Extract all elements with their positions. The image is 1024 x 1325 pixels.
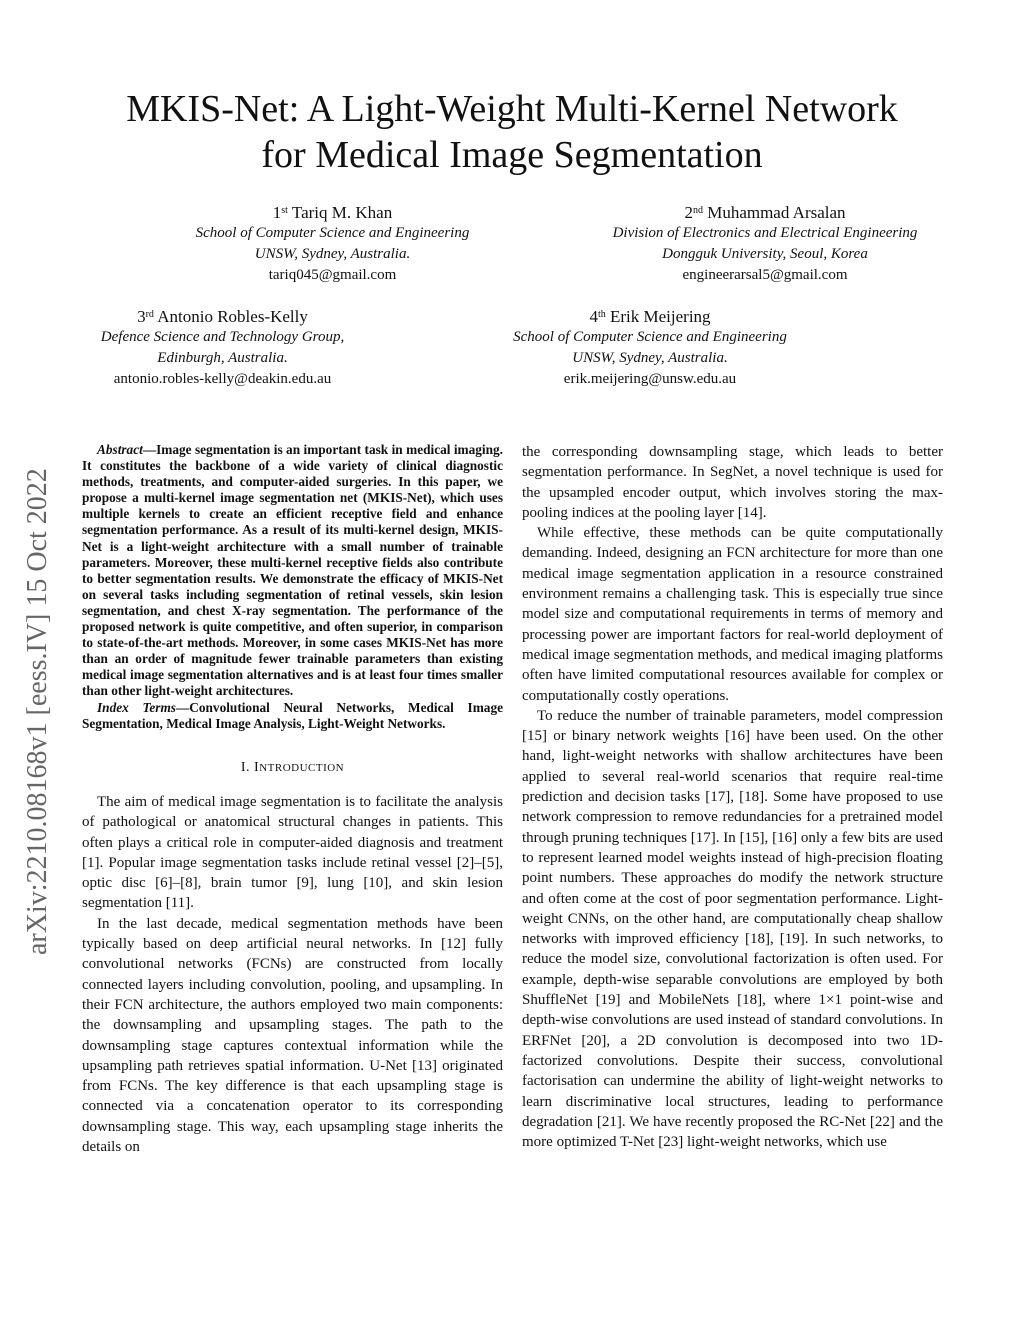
author-block-2 bbox=[565, 202, 965, 286]
author-email: tariq045@gmail.com bbox=[268, 267, 397, 283]
author-block-4 bbox=[470, 306, 830, 390]
author-email: erik.meijering@unsw.edu.au bbox=[563, 371, 737, 387]
index-terms: Index Terms—Convolutional Neural Networks, Medical Image Segmentation, Medical Image Analysis, Light-Weight Networks. bbox=[82, 699, 504, 731]
paper-title bbox=[40, 86, 984, 178]
author-name: 4th Erik Meijering bbox=[589, 307, 711, 326]
author-affiliation: School of Computer Science and Engineering bbox=[195, 225, 470, 241]
intro-paragraph-2: In the last decade, medical segmentation methods have been typically based on deep artificial neural networks. In [12] fully convolutional networks (FCNs) are constructed from locally connected layers including convolution, pooling, and upsampling. In their FCN architecture, the authors employed two main components: the downsampling and upsampling stages. The path to the downsampling stage captures contextual information while the upsampling path retrieves spatial information. U-Net [13] originated from FCNs. The key difference is that each upsampling stage is connected via a concatenation operator to its corresponding downsampling stage. This way, each upsampling stage inherits the details on bbox=[82, 915, 503, 1156]
right-paragraph-1: the corresponding downsampling stage, which leads to better segmentation performance. In SegNet, a novel technique is used for the upsampled encoder output, which involves storing the max-pooling indices at the pooling layer [14]. bbox=[522, 444, 943, 521]
author-block-3 bbox=[60, 306, 385, 390]
author-email: antonio.robles-kelly@deakin.edu.au bbox=[113, 371, 332, 387]
title-line-2: for Medical Image Segmentation bbox=[261, 134, 763, 176]
right-paragraph-2: While effective, these methods can be quite computationally demanding. Indeed, designing an FCN architecture for more than one medical image segmentation application in a resource constrained environment remains a challenging task. This is especially true since model size and computational requirements in terms of memory and processing power are important factors for real-world deployment of medical image segmentation methods, and medical imaging platforms often have limited computational resources available for complex or computationally costly operations. bbox=[522, 525, 943, 704]
abstract: Abstract—Image segmentation is an important task in medical imaging. It constitutes the backbone of a wide variety of clinical diagnostic methods, treatments, and computer-aided surgeries. In this paper, we propose a multi-kernel image segmentation net (MKIS-Net), which uses multiple kernels to create an efficient receptive field and enhance segmentation performance. As a result of its multi-kernel design, MKIS-Net is a light-weight architecture with a small number of trainable parameters. Moreover, these multi-kernel receptive fields also contribute to better segmentation results. We demonstrate the efficacy of MKIS-Net on several tasks including segmentation of retinal vessels, skin lesion segmentation, and chest X-ray segmentation. The performance of the proposed network is quite competitive, and often superior, in comparison to state-of-the-art methods. Moreover, in some cases MKIS-Net has more than an order of magnitude fewer trainable parameters than existing medical image segmentation alternatives and is at least four times smaller than other light-weight architectures. bbox=[82, 442, 503, 699]
left-column bbox=[82, 442, 503, 1157]
right-column bbox=[522, 442, 943, 1152]
author-block-1 bbox=[150, 202, 515, 286]
author-location: Dongguk University, Seoul, Korea bbox=[662, 246, 868, 262]
author-location: UNSW, Sydney, Australia. bbox=[254, 246, 411, 262]
author-affiliation: School of Computer Science and Engineering bbox=[513, 329, 787, 345]
author-affiliation: Division of Electronics and Electrical Engineering bbox=[612, 225, 918, 241]
author-email: engineerarsal5@gmail.com bbox=[682, 267, 848, 283]
title-line-1: MKIS-Net: A Light-Weight Multi-Kernel Network bbox=[126, 88, 898, 130]
author-name: 3rd Antonio Robles-Kelly bbox=[137, 307, 308, 326]
right-paragraph-3: To reduce the number of trainable parameters, model compression [15] or binary network weights [16] have been used. On the other hand, light-weight networks with shallow architectures have been applied to several real-world scenarios that require real-time prediction and decision tasks [17], [18]. Some have proposed to use network compression to remove redundancies for a pretrained model through pruning techniques [17]. In [15], [16] only a few bits are used to represent learned model weights instead of high-precision floating point numbers. These approaches do modify the network structure and often come at the cost of poor segmentation performance. Light-weight CNNs, on the other hand, are computationally cheap shallow networks with improved efficiency [18], [19]. In such networks, to reduce the model size, convolutional factorization is often used. For example, depth-wise separable convolutions are employed by both ShuffleNet [19] and MobileNets [18], where 1×1 point-wise and depth-wise convolutions are used instead of standard convolutions. In ERFNet [20], a 2D convolution is decomposed into two 1D-factorized convolutions. Despite their success, convolutional factorisation can undermine the ability of light-weight networks to learn discriminative local structures, leading to performance degradation [21]. We have recently proposed the RC-Net [22] and the more optimized T-Net [23] light-weight networks, which use bbox=[522, 707, 943, 1151]
author-affiliation: Defence Science and Technology Group, bbox=[100, 329, 345, 345]
author-location: Edinburgh, Australia. bbox=[157, 350, 288, 366]
author-location: UNSW, Sydney, Australia. bbox=[572, 350, 728, 366]
arxiv-stamp: arXiv:2210.08168v1 [eess.IV] 15 Oct 2022 bbox=[22, 468, 53, 955]
author-name: 2nd Muhammad Arsalan bbox=[684, 203, 846, 222]
intro-paragraph-1: The aim of medical image segmentation is to facilitate the analysis of pathological or anatomical structural changes in patients. This often plays a critical role in computer-aided diagnosis and treatment [1]. Popular image segmentation tasks include retinal vessel [2]–[5], optic disc [6]–[8], brain tumor [9], lung [10], and skin lesion segmentation [11]. bbox=[82, 793, 503, 912]
section-heading-introduction: I. INTRODUCTION bbox=[240, 759, 345, 775]
author-name: 1st Tariq M. Khan bbox=[272, 203, 393, 222]
